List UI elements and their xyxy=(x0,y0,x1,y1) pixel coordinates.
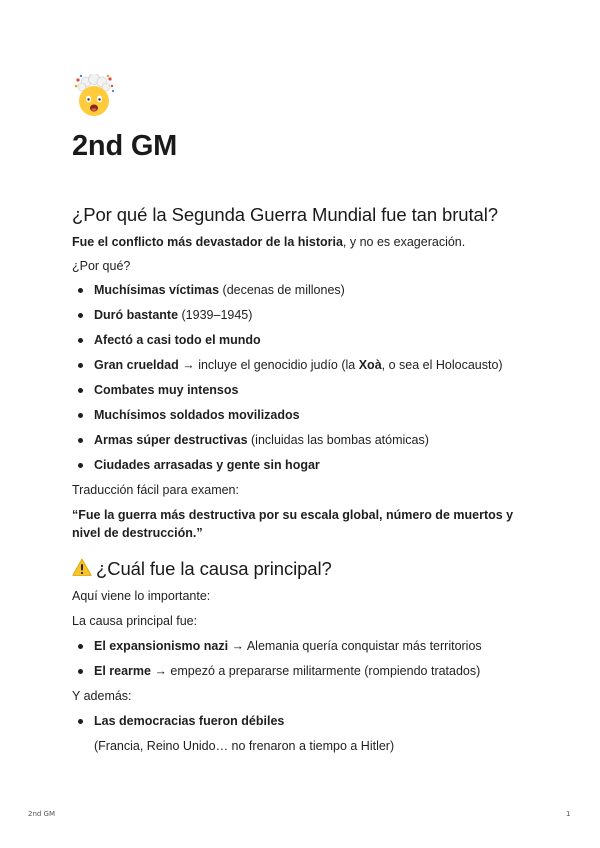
exam-quote xyxy=(72,506,528,542)
item-bold-xoa: Xoà xyxy=(358,358,382,372)
item-bold: Armas súper destructivas xyxy=(94,433,248,447)
footer-doc-title: 2nd GM xyxy=(28,810,56,818)
why-label: ¿Por qué? xyxy=(72,259,131,273)
list-item xyxy=(72,282,528,298)
warning-icon xyxy=(72,558,92,577)
document-content xyxy=(72,202,528,754)
item-rest-2: , o sea el Holocausto) xyxy=(381,358,503,372)
cause-heading-text: ¿Cuál fue la causa principal? xyxy=(96,558,332,579)
item-bold: Gran crueldad xyxy=(94,358,179,372)
item-bold: Muchísimos soldados movilizados xyxy=(94,408,300,422)
cause-rest: → Alemania quería conquistar más territorios xyxy=(228,639,482,653)
section-heading-cause xyxy=(72,556,528,582)
reasons-list xyxy=(72,282,528,473)
item-bold: Muchísimas víctimas xyxy=(94,283,220,297)
item-bold: Afectó a casi todo el mundo xyxy=(94,333,261,347)
causes-list xyxy=(72,638,528,679)
list-item xyxy=(72,307,528,323)
list-item xyxy=(72,457,528,473)
list-item xyxy=(72,638,528,654)
extra-bold: Las democracias fueron débiles xyxy=(94,714,285,728)
item-bold: Combates muy intensos xyxy=(94,383,239,397)
translation-label: Traducción fácil para examen: xyxy=(72,483,239,497)
list-item xyxy=(72,332,528,348)
item-rest: (1939–1945) xyxy=(178,308,253,322)
cause-bold: El expansionismo nazi xyxy=(94,639,229,653)
list-item xyxy=(72,407,528,423)
also-label: Y además: xyxy=(72,689,132,703)
item-rest: (decenas de millones) xyxy=(219,283,345,297)
cause-intro: Aquí viene lo importante: xyxy=(72,589,211,603)
item-bold: Ciudades arrasadas y gente sin hogar xyxy=(94,458,320,472)
cause-label: La causa principal fue: xyxy=(72,614,198,628)
exploding-head-icon xyxy=(72,74,116,118)
intro-rest: , y no es exageración. xyxy=(342,235,466,249)
list-item xyxy=(72,663,528,679)
footer-page-number: 1 xyxy=(566,810,571,818)
list-item xyxy=(72,357,528,373)
item-rest: → incluye el genocidio judío (la xyxy=(178,358,359,372)
item-rest: (incluidas las bombas atómicas) xyxy=(247,433,429,447)
cause-rest: → empezó a prepararse militarmente (rompiendo tratados) xyxy=(150,664,481,678)
list-item xyxy=(72,432,528,448)
quote-line-1: “Fue la guerra más destructiva por su escala global, número de muertos y xyxy=(72,508,514,522)
list-item xyxy=(72,713,528,729)
list-item xyxy=(72,382,528,398)
quote-line-2: nivel de destrucción.” xyxy=(72,526,203,540)
cause-bold: El rearme xyxy=(94,664,151,678)
intro-bold: Fue el conflicto más devastador de la historia xyxy=(72,235,343,249)
section-heading-brutal: ¿Por qué la Segunda Guerra Mundial fue tan brutal? xyxy=(72,204,498,225)
extra-list xyxy=(72,713,528,729)
intro-paragraph xyxy=(72,234,528,250)
page-title: 2nd GM xyxy=(72,130,178,162)
extra-subtext: (Francia, Reino Unido… no frenaron a tiempo a Hitler) xyxy=(94,739,395,753)
item-bold: Duró bastante xyxy=(94,308,179,322)
